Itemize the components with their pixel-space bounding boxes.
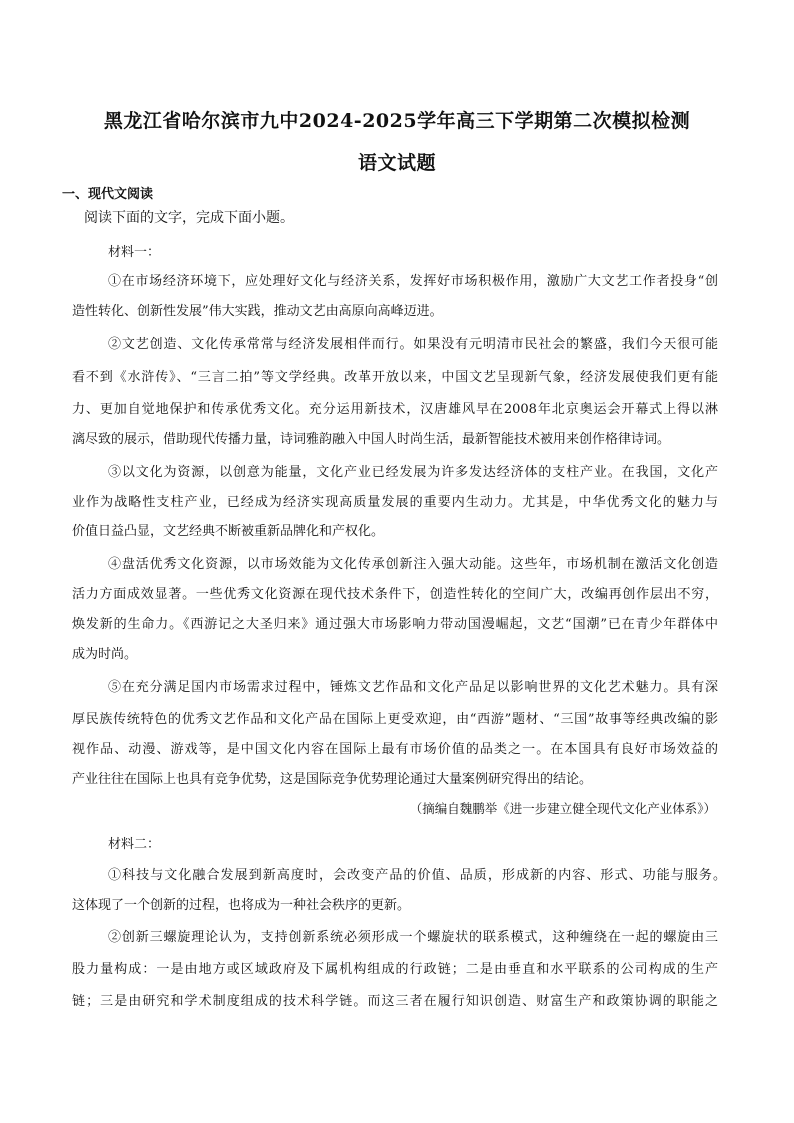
paragraph-line: 活力方面成效显著。一些优秀文化资源在现代技术条件下，创造性转化的空间广大，改编再创作层出不穷， [72,587,718,602]
paragraph-line: 产业往往在国际上也具有竞争优势，这是国际竞争优势理论通过大量案例研究得出的结论。 [72,772,593,787]
section-heading: 一、现代文阅读 [62,187,154,202]
paragraph-line: 股力量构成：一是由地方或区域政府及下属机构组成的行政链；二是由垂直和水平联系的公司构成的生产 [72,962,718,977]
paragraph-line: ②文艺创造、文化传承常常与经济发展相伴而行。如果没有元明清市民社会的繁盛，我们今天很可能 [108,337,718,352]
paragraph-line: ③以文化为资源，以创意为能量，文化产业已经发展为许多发达经济体的支柱产业。在我国，文化产 [108,465,718,480]
paragraph-line: 价值日益凸显，文艺经典不断被重新品牌化和产权化。 [72,524,385,539]
paragraph-line: 成为时尚。 [72,647,138,662]
exam-title: 黑龙江省哈尔滨市九中2024-2025学年高三下学期第二次模拟检测 [103,110,691,132]
paragraph-line: ⑤在充分满足国内市场需求过程中，锤炼文艺作品和文化产品足以影响世界的文化艺术魅力。具有深 [108,680,718,695]
citation: （摘编自魏鹏举《进一步建立健全现代文化产业体系》） [409,801,716,816]
paragraph-line: 厚民族传统特色的优秀文艺作品和文化产品在国际上更受欢迎，由“西游”题材、“三国”故事等经典改编的影 [72,712,718,727]
paragraph-line: 漓尽致的展示，借助现代传播力量，诗词雅韵融入中国人时尚生活，最新智能技术被用来创作格律诗词。 [72,432,671,447]
paragraph-line: ②创新三螺旋理论认为，支持创新系统必须形成一个螺旋状的联系模式，这种缠绕在一起的螺旋由三 [108,930,718,945]
paragraph-line: ④盘活优秀文化资源，以市场效能为文化传承创新注入强大动能。这些年，市场机制在激活文化创造 [108,557,718,572]
paragraph-line: 力、更加自觉地保护和传承优秀文化。充分运用新技术，汉唐雄风早在2008年北京奥运会开幕式上得以淋 [72,402,718,417]
material-1-label: 材料一： [108,245,161,260]
paragraph-line: 看不到《水浒传》、“三言二拍”等文学经典。改革开放以来，中国文艺呈现新气象，经济发展使我们更有能 [72,370,718,385]
paragraph-line: 焕发新的生命力。《西游记之大圣归来》通过强大市场影响力带动国漫崛起，文艺“国潮”已在青少年群体中 [72,617,718,632]
paragraph-line: 业作为战略性支柱产业，已经成为经济实现高质量发展的重要内生动力。尤其是，中华优秀文化的魅力与 [72,495,718,510]
paragraph-line: 视作品、动漫、游戏等，是中国文化内容在国际上最有市场价值的品类之一。在本国具有良好市场效益的 [72,742,718,757]
paragraph-line: 链；三是由研究和学术制度组成的技术科学链。而这三者在履行知识创造、财富生产和政策协调的职能之 [72,994,718,1009]
material-2-label: 材料二： [108,837,161,852]
paragraph-line: 造性转化、创新性发展”伟大实践，推动文艺由高原向高峰迈进。 [72,304,443,319]
exam-subtitle: 语文试题 [357,152,436,174]
instruction: 阅读下面的文字，完成下面小题。 [84,210,294,226]
paragraph-line: 这体现了一个创新的过程，也将成为一种社会秩序的更新。 [72,898,411,913]
paragraph-line: ①在市场经济环境下，应处理好文化与经济关系，发挥好市场积极作用，激励广大文艺工作者投身“创 [108,274,718,289]
paragraph-line: ①科技与文化融合发展到新高度时，会改变产品的价值、品质，形成新的内容、形式、功能与服务。 [108,868,726,883]
